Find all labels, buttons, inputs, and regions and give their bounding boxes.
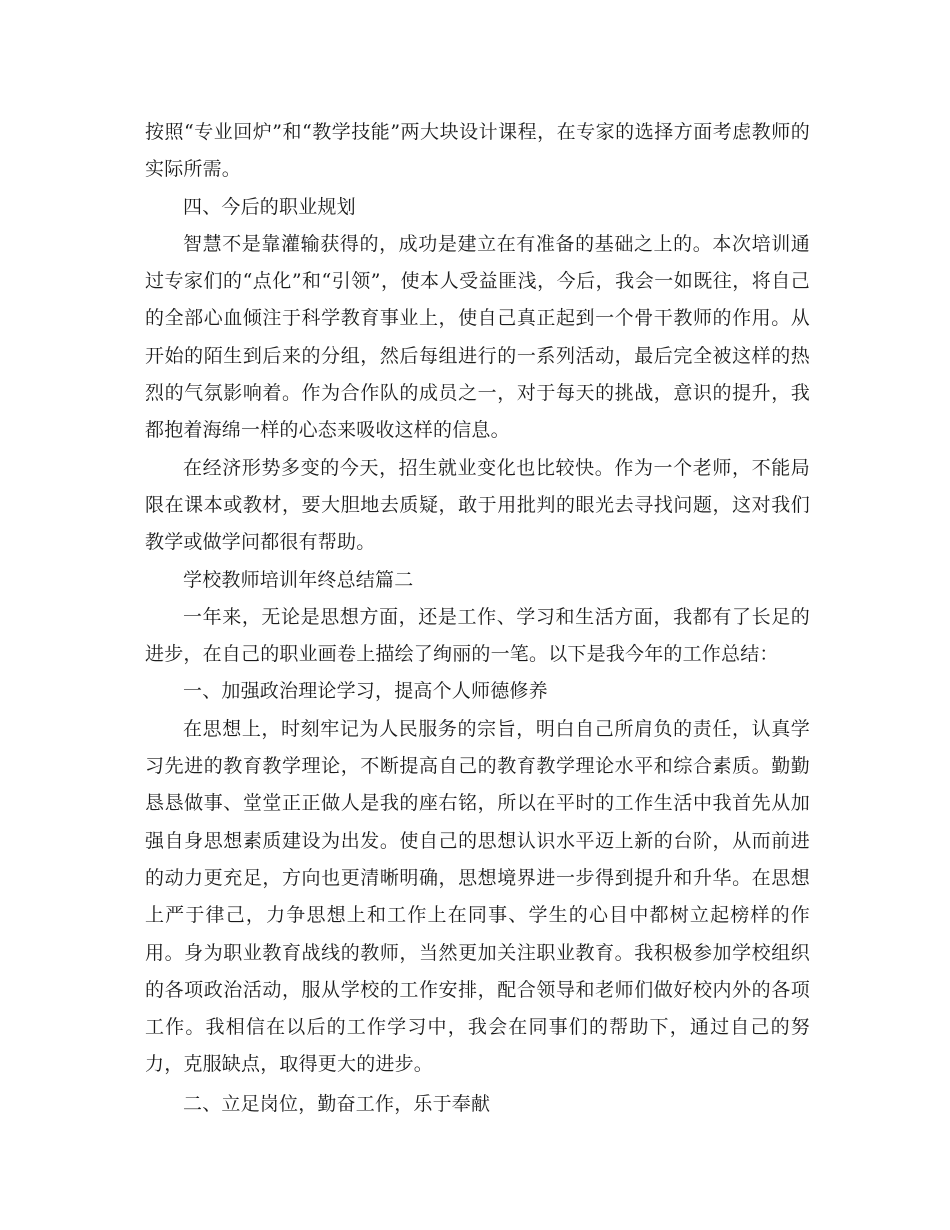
article-title-part-two: 学校教师培训年终总结篇二	[183, 568, 414, 591]
paragraph-economy: 在经济形势多变的今天，招生就业变化也比较快。作为一个老师，不能局限在课本或教材，要大胆地去质疑，敢于用批判的眼光去寻找问题，这对我们教学或做学问都很有帮助。	[145, 456, 810, 554]
paragraph-thought: 在思想上，时刻牢记为人民服务的宗旨，明白自己所肩负的责任，认真学习先进的教育教学理论，不断提高自己的教育教学理论水平和综合素质。勤勤恳恳做事、堂堂正正做人是我的座右铭，所以在平时的工作生活中我首先从加强自身思想素质建设为出发。使自己的思想认识水平迈上新的台阶，从而前进的动力更充足，方向也更清晰明确，思想境界进一步得到提升和升华。在思想上严于律己，力争思想上和工作上在同事、学生的心目中都树立起榜样的作用。身为职业教育战线的教师，当然更加关注职业教育。我积极参加学校组织的各项政治活动，服从学校的工作安排，配合领导和老师们做好校内外的各项工作。我相信在以后的工作学习中，我会在同事们的帮助下，通过自己的努力，克服缺点，取得更大的进步。	[145, 717, 810, 1076]
document-body	[145, 114, 810, 1123]
paragraph-wisdom: 智慧不是靠灌输获得的，成功是建立在有准备的基础之上的。本次培训通过专家们的“点化”和“引领”，使本人受益匪浅，今后，我会一如既往，将自己的全部心血倾注于科学教育事业上，使自己真正起到一个骨干教师的作用。从开始的陌生到后来的分组，然后每组进行的一系列活动，最后完全被这样的热烈的气氛影响着。作为合作队的成员之一，对于每天的挑战，意识的提升，我都抱着海绵一样的心态来吸收这样的信息。	[145, 232, 810, 442]
paragraph-year-intro: 一年来，无论是思想方面，还是工作、学习和生活方面，我都有了长足的进步，在自己的职业画卷上描绘了绚丽的一笔。以下是我今年的工作总结：	[145, 605, 810, 666]
section-heading-dedication: 二、立足岗位，勤奋工作，乐于奉献	[183, 1092, 491, 1115]
paragraph-continuation: 按照“专业回炉”和“教学技能”两大块设计课程，在专家的选择方面考虑教师的实际所需。	[145, 121, 810, 181]
section-heading-career-plan: 四、今后的职业规划	[183, 195, 356, 218]
section-heading-political-study: 一、加强政治理论学习，提高个人师德修养	[183, 680, 548, 703]
